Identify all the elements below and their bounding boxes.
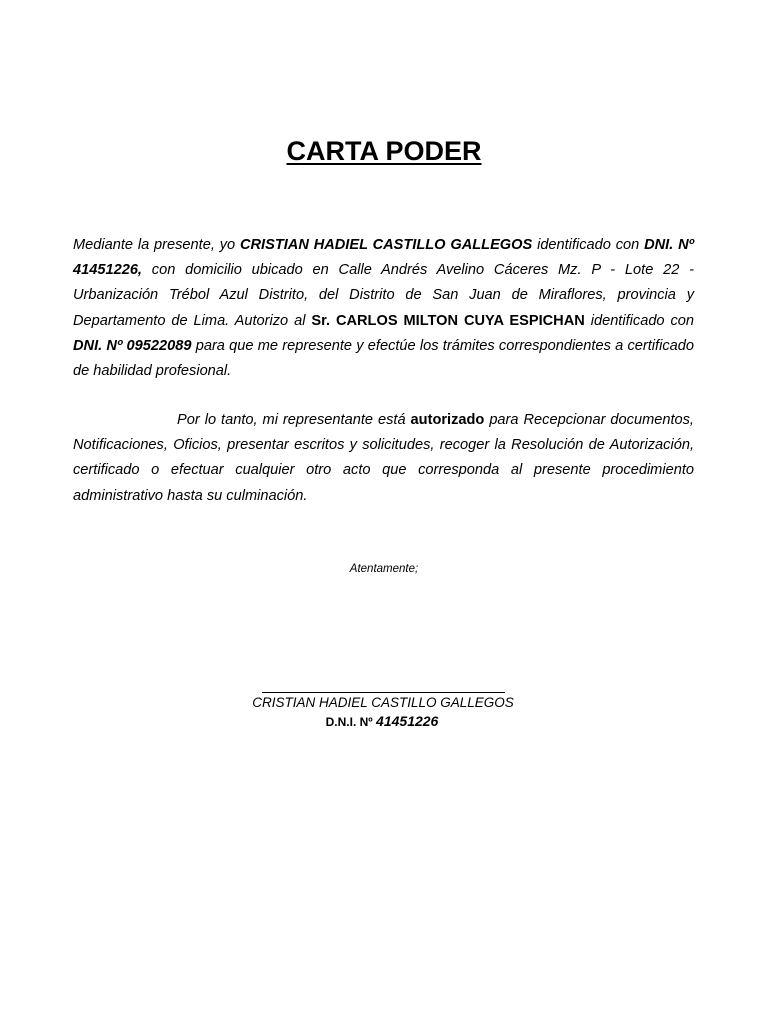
signature-dni bbox=[0, 713, 764, 729]
representative-dni: DNI. Nº 09522089 bbox=[73, 337, 192, 354]
grantor-name: CRISTIAN HADIEL CASTILLO GALLEGOS bbox=[239, 237, 533, 253]
text-segment: identificado con bbox=[532, 237, 645, 253]
paragraph-powers bbox=[73, 408, 694, 509]
signature-dni-label: D.N.I. Nº bbox=[325, 715, 373, 729]
signature-name: CRISTIAN HADIEL CASTILLO GALLEGOS bbox=[252, 695, 514, 710]
paragraph-authorization bbox=[73, 233, 694, 384]
text-segment: Por lo tanto, mi representante está bbox=[177, 412, 411, 428]
representative-name: Sr. CARLOS MILTON CUYA ESPICHAN bbox=[311, 312, 585, 329]
signature-dni-number: 41451226 bbox=[376, 713, 439, 729]
grantor-dni: DNI. Nº 41451226, bbox=[73, 237, 694, 279]
text-segment: para que me represente y efectúe los trámites correspondientes a certificado de habilidad profesional. bbox=[73, 337, 694, 380]
document-title: CARTA PODER bbox=[286, 136, 482, 166]
authorized-word: autorizado bbox=[410, 412, 485, 428]
text-segment: Mediante la presente, yo bbox=[73, 237, 240, 253]
text-segment: con domicilio ubicado en Calle Andrés Avelino Cáceres Mz. P - Lote 22 - Urbanización Trébol Azul Distrito, del Distrito de San Juan de Miraflores, provincia y Departamento de Lima. Autorizo al bbox=[73, 262, 694, 329]
closing-salutation: Atentamente; bbox=[349, 563, 419, 575]
text-segment: para Recepcionar documentos, Notificaciones, Oficios, presentar escritos y solicitudes, recoger la Resolución de Autorización, certificado o efectuar cualquier otro acto que corresponda al presente procedimiento administrativo hasta su culminación. bbox=[73, 412, 694, 504]
text-segment: identificado con bbox=[584, 312, 694, 329]
signature-line bbox=[262, 692, 505, 693]
